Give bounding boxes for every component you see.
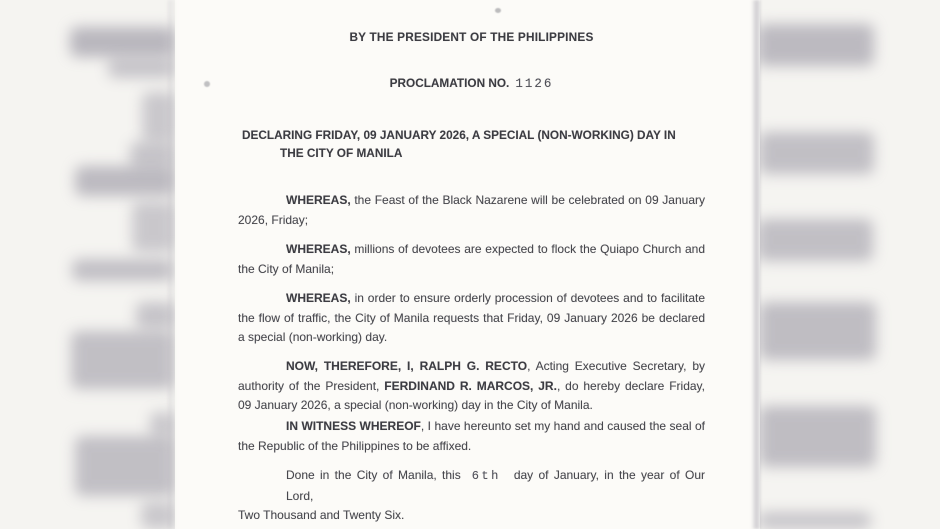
body-text: 2026, Friday;: [238, 212, 309, 227]
typed-text: 6th: [471, 469, 501, 483]
blurred-text-artifact: [75, 166, 175, 196]
body-text: the Feast of the Black Nazarene will be celebrated on 09 January: [350, 193, 705, 207]
body-text: day of January, in the year of Our Lord,: [286, 468, 705, 503]
text-line: [238, 417, 705, 437]
body-text: 09 January 2026, a special (non-working) day in the City of Manila.: [238, 398, 593, 412]
text-line: [238, 328, 705, 348]
blurred-text-artifact: [760, 406, 876, 467]
emphasized-text: NOW, THEREFORE, I, RALPH G. RECTO: [286, 359, 528, 373]
title-line-1: DECLARING FRIDAY, 09 JANUARY 2026, A SPECIAL (NON-WORKING) DAY IN: [242, 128, 676, 142]
blurred-text-artifact: [760, 512, 871, 529]
blurred-background-left: [0, 0, 175, 529]
blurred-text-artifact: [141, 502, 175, 529]
scan-artifact: [495, 8, 501, 13]
body-text: Done in the City of Manila, this: [286, 468, 461, 482]
paragraph-now-therefore: [238, 357, 705, 416]
body-text: a special (non-working) day.: [238, 330, 388, 344]
blurred-text-artifact: [108, 58, 175, 78]
scan-artifact: [204, 81, 210, 87]
blurred-text-artifact: [760, 132, 874, 174]
body-text: authority of the President,: [238, 378, 385, 393]
body-text: , do hereby declare Friday,: [556, 378, 705, 393]
text-line: [238, 357, 705, 377]
body-text: the Republic of the Philippines to be affixed.: [238, 438, 472, 453]
body-text: millions of devotees are expected to flock the Quiapo Church and: [350, 242, 705, 256]
proclamation-label: PROCLAMATION NO.: [389, 76, 510, 90]
blurred-text-artifact: [150, 412, 175, 437]
text-line: [238, 191, 705, 211]
body-text: , Acting Executive Secretary, by: [527, 359, 705, 373]
paragraph-whereas-2: [238, 240, 705, 279]
text-line: [238, 260, 705, 280]
emphasized-text: WHEREAS,: [286, 242, 351, 256]
text-line: [238, 396, 705, 416]
blurred-text-artifact: [70, 27, 175, 57]
body-text: , I have hereunto set my hand and caused the seal of: [420, 419, 706, 433]
text-line: [238, 437, 705, 457]
body-text: Two Thousand and Twenty Six.: [238, 508, 405, 522]
proclamation-number-line: [238, 76, 705, 91]
blurred-text-artifact: [760, 24, 874, 66]
text-line: [238, 289, 705, 309]
text-line: [238, 466, 705, 506]
emphasized-text: WHEREAS,: [286, 193, 351, 207]
blurred-text-artifact: [136, 302, 175, 329]
blurred-text-artifact: [72, 259, 173, 281]
blurred-text-artifact: [142, 92, 175, 142]
text-line: [238, 211, 705, 231]
blurred-text-artifact: [71, 331, 174, 389]
blurred-text-artifact: [132, 202, 175, 252]
emphasized-text: IN WITNESS WHEREOF: [286, 419, 421, 433]
issuer-line: BY THE PRESIDENT OF THE PHILIPPINES: [349, 30, 594, 44]
blurred-text-artifact: [760, 219, 873, 261]
body-text: the flow of traffic, the City of Manila requests that Friday, 09 January 2026 be declared: [238, 310, 705, 325]
blurred-text-artifact: [75, 436, 175, 496]
proclamation-document: [175, 0, 760, 529]
blurred-text-artifact: [130, 142, 175, 168]
title-line-2: THE CITY OF MANILA: [280, 145, 403, 160]
text-line: [238, 309, 705, 329]
paragraph-whereas-3: [238, 289, 705, 348]
paragraph-in-witness-whereof: [238, 417, 705, 456]
body-text: the City of Manila;: [238, 261, 335, 276]
document-title: [238, 127, 718, 162]
emphasized-text: WHEREAS,: [286, 291, 351, 305]
proclamation-number: 1126: [515, 77, 554, 91]
emphasized-text: FERDINAND R. MARCOS, JR.: [384, 378, 557, 393]
text-line: [238, 506, 705, 526]
blurred-text-artifact: [760, 302, 876, 360]
paragraph-whereas-1: [238, 191, 705, 230]
blurred-background-right: [760, 0, 940, 529]
text-line: [238, 240, 705, 260]
text-line: [238, 377, 705, 397]
body-text: in order to ensure orderly procession of devotees and to facilitate: [350, 291, 705, 305]
paragraph-done-clause: [238, 466, 705, 526]
